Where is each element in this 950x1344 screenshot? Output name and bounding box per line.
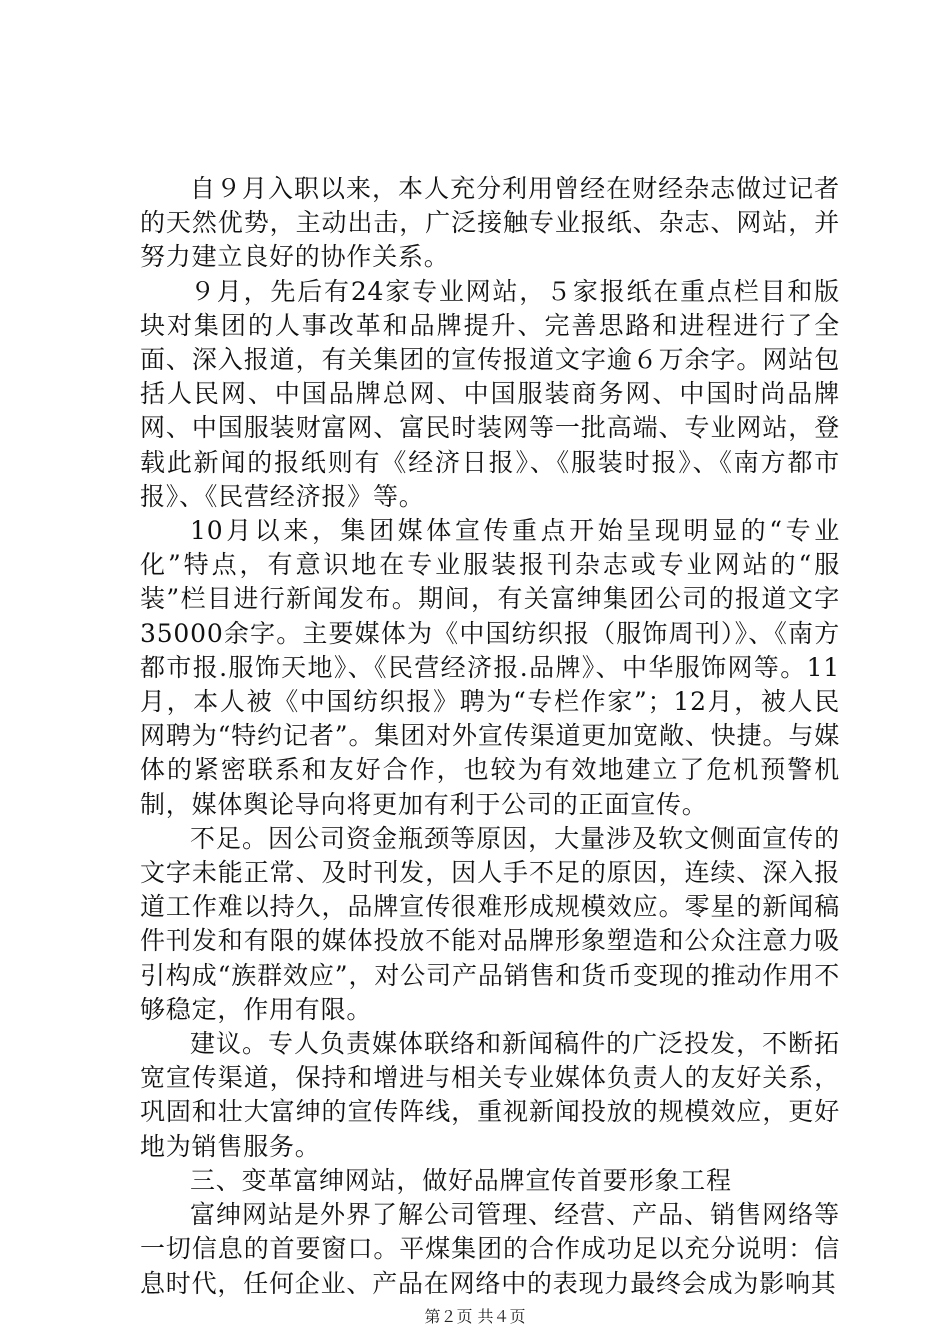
paragraph-october: 10月以来，集团媒体宣传重点开始呈现明显的“专业化”特点，有意识地在专业服装报刊杂志或专业网站的“服装”栏目进行新闻发布。期间，有关富绅集团公司的报道文字35000余字。主要媒体为《中国纺织报（服饰周刊）》、《南方都市报.服饰天地》、《民营经济报.品牌》、中华服饰网等。11月，本人被《中国纺织报》聘为“专栏作家”；12月，被人民网聘为“特约记者”。集团对外宣传渠道更加宽敞、快捷。与媒体的紧密联系和友好合作，也较为有效地建立了危机预警机制，媒体舆论导向将更加有利于公司的正面宣传。 — [140, 516, 840, 819]
page-number-footer: 第２页 共４页 — [424, 1307, 526, 1326]
paragraph-september: ９月，先后有24家专业网站，５家报纸在重点栏目和版块对集团的人事改革和品牌提升、完善思路和进程进行了全面、深入报道，有关集团的宣传报道文字逾６万余字。网站包括人民网、中国品牌总网、中国服装商务网、中国时尚品牌网、中国服装财富网、富民时装网等一批高端、专业网站，登载此新闻的报纸则有《经济日报》、《服装时报》、《南方都市报》、《民营经济报》等。 — [140, 276, 840, 511]
paragraph-intro: 自９月入职以来，本人充分利用曾经在财经杂志做过记者的天然优势，主动出击，广泛接触专业报纸、杂志、网站，并努力建立良好的协作关系。 — [140, 174, 840, 272]
paragraph-website: 富绅网站是外界了解公司管理、经营、产品、销售网络等一切信息的首要窗口。平煤集团的合作成功足以充分说明：信息时代，任何企业、产品在网络中的表现力最终会成为影响其 — [140, 1200, 840, 1298]
section-heading-website: 三、变革富绅网站，做好品牌宣传首要形象工程 — [190, 1165, 732, 1195]
document-body — [140, 172, 840, 1301]
paragraph-shortcomings: 不足。因公司资金瓶颈等原因，大量涉及软文侧面宣传的文字未能正常、及时刊发，因人手不足的原因，连续、深入报道工作难以持久，品牌宣传很难形成规模效应。零星的新闻稿件刊发和有限的媒体投放不能对品牌形象塑造和公众注意力吸引构成“族群效应”，对公司产品销售和货币变现的推动作用不够稳定，作用有限。 — [140, 823, 840, 1024]
paragraph-suggestions: 建议。专人负责媒体联络和新闻稿件的广泛投发，不断拓宽宣传渠道，保持和增进与相关专业媒体负责人的友好关系，巩固和壮大富绅的宣传阵线，重视新闻投放的规模效应，更好地为销售服务。 — [140, 1029, 840, 1161]
